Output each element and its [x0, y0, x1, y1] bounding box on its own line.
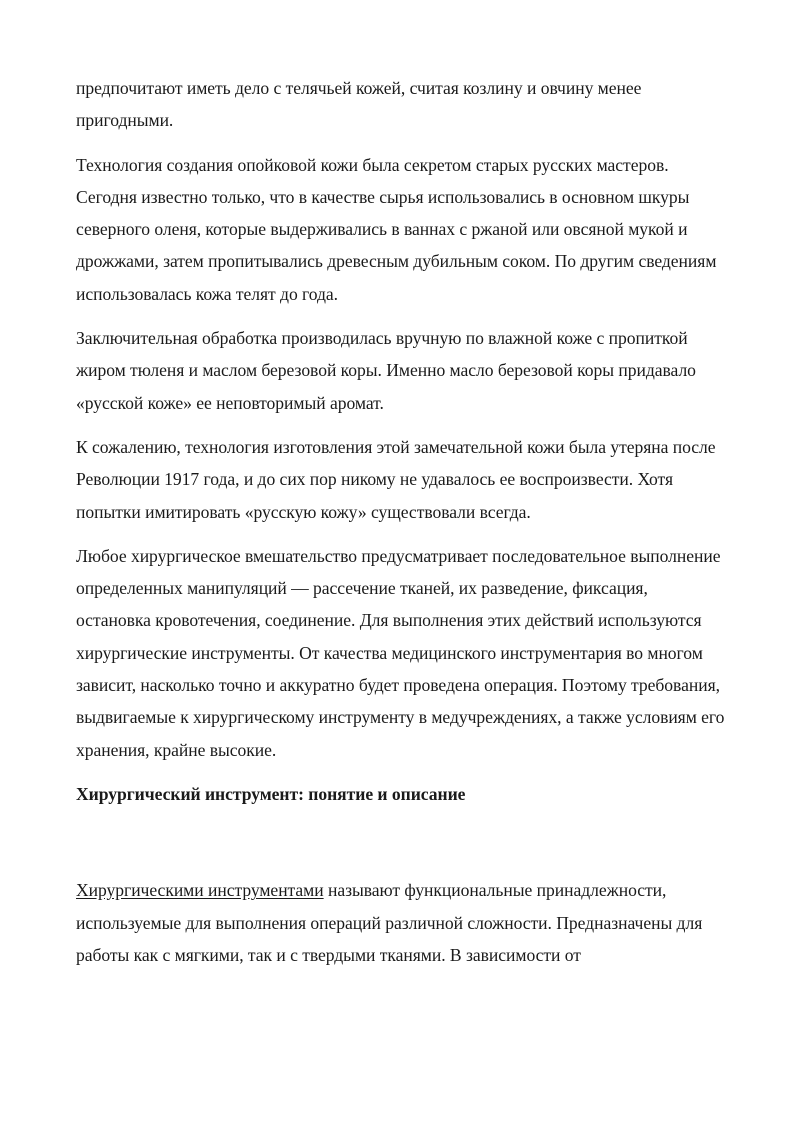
- paragraph-final-processing: Заключительная обработка производилась вручную по влажной коже с пропиткой жиром тюленя и маслом березовой коры. Именно масло березовой коры придавало «русской коже» ее неповторимый аромат.: [76, 328, 696, 413]
- document-body: [76, 72, 726, 983]
- paragraph-leather-technology: Технология создания опойковой кожи была секретом старых русских мастеров. Сегодня известно только, что в качестве сырья использовались в основном шкуры северного оленя, которые выдерживались в ваннах с ржаной или овсяной мукой и дрожжами, затем пропитывались древесным дубильным соком. По другим сведениям использовалась кожа телят до года.: [76, 154, 717, 304]
- paragraph-leather-preference: предпочитают иметь дело с телячьей кожей, считая козлину и овчину менее пригодными.: [76, 78, 642, 131]
- surgical-instruments-link[interactable]: Хирургическими инструментами: [76, 880, 324, 901]
- definition-text: называют функциональные принадлежности, используемые для выполнения операций различной сложности. Предназначены для работы как с мягкими, так и с твердыми тканями. В зависимости от: [76, 880, 703, 965]
- section-heading: Хирургический инструмент: понятие и описание: [76, 783, 466, 804]
- paragraph-surgical-instruments-definition: [76, 874, 726, 971]
- paragraph-lost-technology: К сожалению, технология изготовления этой замечательной кожи была утеряна после Революции 1917 года, и до сих пор никому не удавалось ее воспроизвести. Хотя попытки имитировать «русскую кожу» существовали всегда.: [76, 436, 716, 522]
- paragraph-surgical-intervention: Любое хирургическое вмешательство предусматривает последовательное выполнение определенных манипуляций — рассечение тканей, их разведение, фиксация, остановка кровотечения, соединение. Для выполнения этих действий используются хирургические инструменты. От качества медицинского инструментария во многом зависит, насколько точно и аккуратно будет проведена операция. Поэтому требования, выдвигаемые к хирургическому инструменту в медучреждениях, а также условиям его хранения, крайне высокие.: [76, 545, 725, 760]
